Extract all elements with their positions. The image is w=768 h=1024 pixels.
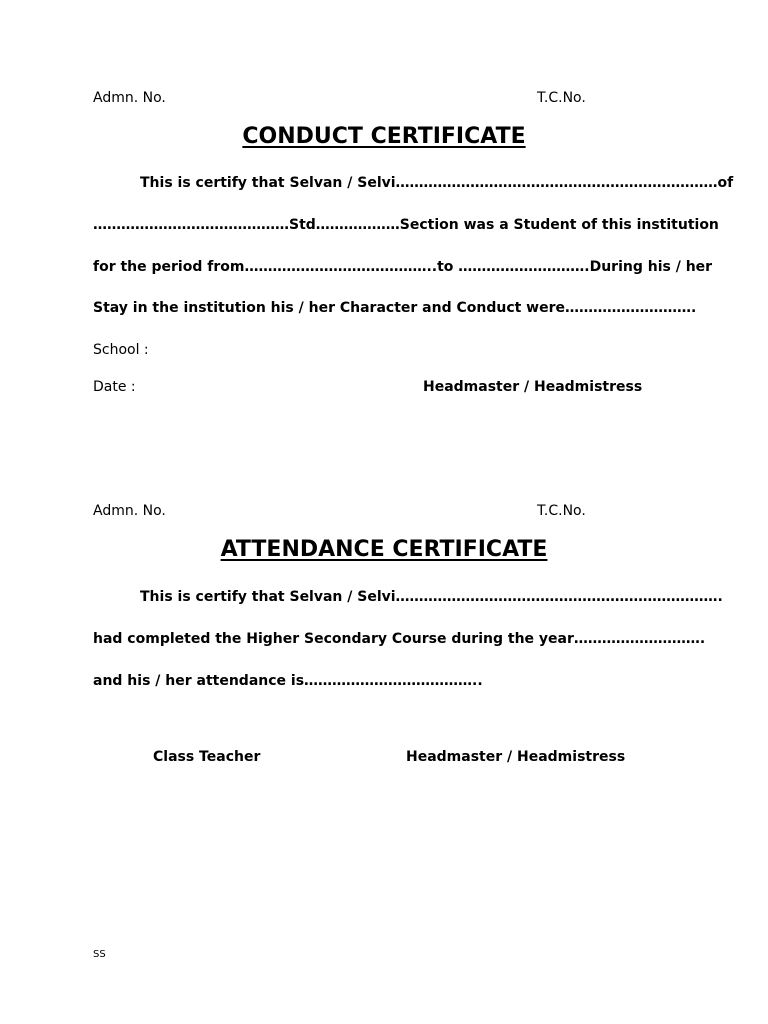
- conduct-admn-label: Admn. No.: [93, 90, 166, 106]
- attendance-line-1: [140, 589, 723, 605]
- attendance-tc-label: T.C.No.: [537, 503, 586, 519]
- conduct-line-3: for the period from…………………………………..to ……………………….During his / her: [93, 259, 713, 275]
- conduct-school-label: School :: [93, 342, 149, 358]
- attendance-line-1-text: This is certify that Selvan / Selvi…………………………………………………………….: [140, 589, 723, 605]
- footer-initials: SS: [93, 949, 106, 960]
- conduct-line-2: ……………………………………Std………………Section was a Student of this institution: [93, 217, 719, 233]
- attendance-class-teacher: Class Teacher: [153, 749, 261, 765]
- conduct-title: CONDUCT CERTIFICATE: [242, 124, 526, 149]
- conduct-signatory: Headmaster / Headmistress: [423, 379, 643, 395]
- attendance-signatory: Headmaster / Headmistress: [406, 749, 626, 765]
- conduct-line-4: Stay in the institution his / her Character and Conduct were……………………….: [93, 300, 697, 316]
- conduct-tc-label: T.C.No.: [537, 90, 586, 106]
- attendance-admn-label: Admn. No.: [93, 503, 166, 519]
- attendance-line-2: had completed the Higher Secondary Course during the year……………………….: [93, 631, 706, 647]
- conduct-line-1-text: This is certify that Selvan / Selvi……………………………………………………………of: [140, 175, 734, 191]
- conduct-date-label: Date :: [93, 379, 136, 395]
- conduct-line-1: [140, 175, 734, 191]
- attendance-line-3: and his / her attendance is………………………………..: [93, 673, 483, 689]
- attendance-title: ATTENDANCE CERTIFICATE: [220, 537, 548, 562]
